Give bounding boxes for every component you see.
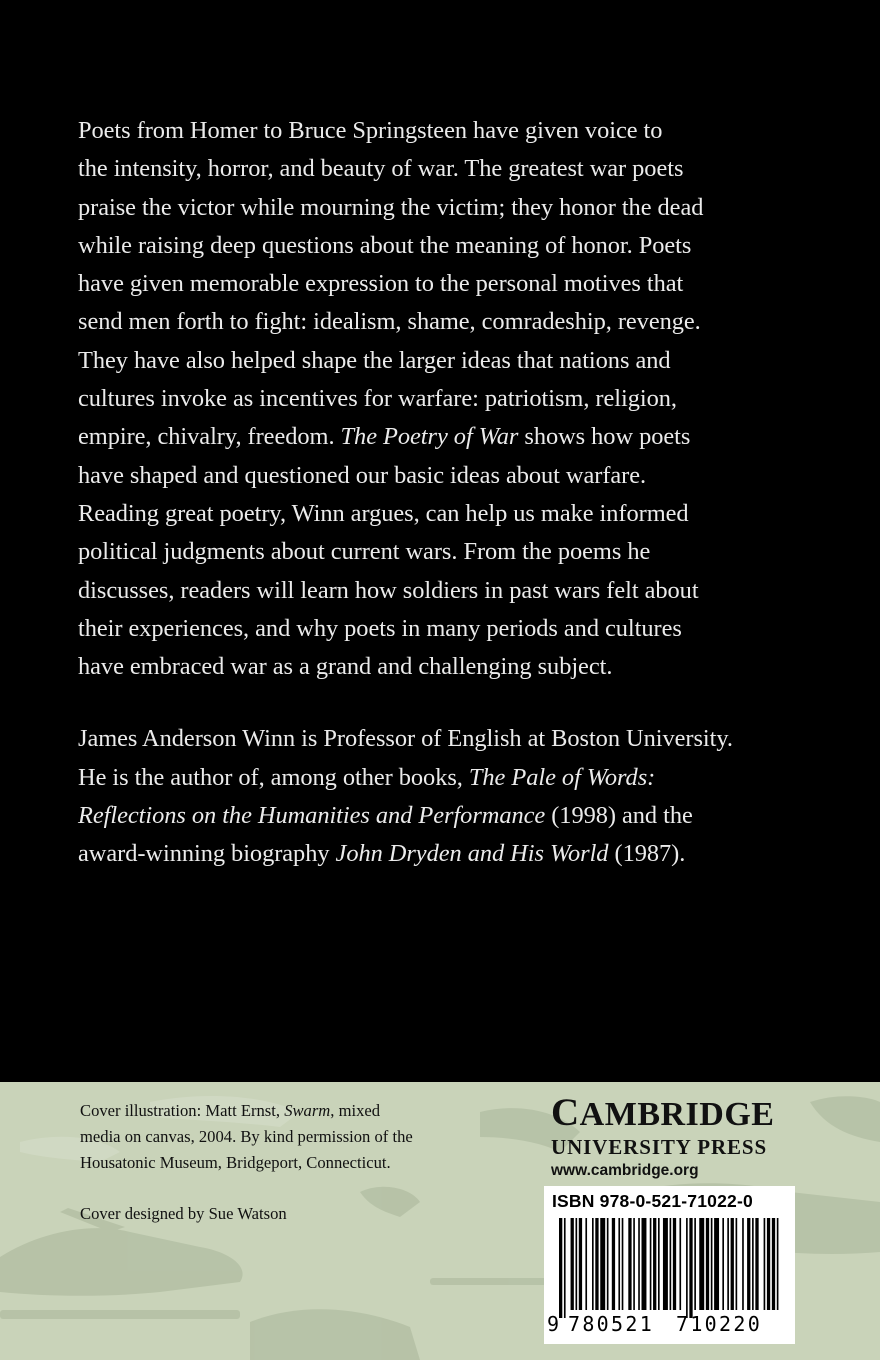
description-line: have given memorable expression to the personal motives that: [78, 270, 684, 298]
barcode-bar: [742, 1218, 744, 1310]
publisher-name: [551, 1091, 801, 1134]
description-line: cultures invoke as incentives for warfare: patriotism, religion,: [78, 385, 677, 413]
barcode-bar: [714, 1218, 719, 1310]
description-line: have embraced war as a grand and challenging subject.: [78, 653, 613, 681]
publisher-logo: [551, 1091, 801, 1180]
barcode-bar: [699, 1218, 704, 1310]
description-line: Poets from Homer to Bruce Springsteen have given voice to: [78, 117, 663, 144]
barcode-bar: [576, 1218, 578, 1310]
barcode-bar: [579, 1218, 582, 1310]
barcode-bar: [679, 1218, 681, 1310]
barcode-bar: [731, 1218, 734, 1310]
credits-line: [80, 1098, 520, 1124]
isbn-number: ISBN 978-0-521-71022-0: [552, 1191, 753, 1211]
description-line: praise the victor while mourning the victim; they honor the dead: [78, 193, 704, 221]
bio-text: He is the author of, among other books,: [78, 763, 469, 791]
barcode-bar: [711, 1218, 713, 1310]
bio-line: [78, 797, 818, 835]
barcode-bar: [650, 1218, 652, 1310]
barcode-bars: [559, 1218, 781, 1318]
barcode-bar: [612, 1218, 615, 1310]
description-line: Reading great poetry, Winn argues, can help us make informed: [78, 499, 689, 527]
barcode-bar: [658, 1218, 660, 1310]
barcode-bar: [559, 1218, 562, 1318]
description-line: the intensity, horror, and beauty of war. The greatest war poets: [78, 155, 684, 183]
barcode-bar: [706, 1218, 709, 1310]
barcode-bar: [638, 1218, 640, 1310]
barcode-bar: [772, 1218, 775, 1310]
credits-line: media on canvas, 2004. By kind permission of the: [80, 1127, 413, 1146]
barcode-digit-first: 9: [547, 1312, 560, 1336]
description-line: [78, 418, 818, 456]
credits-line: Housatonic Museum, Bridgeport, Connecticut.: [80, 1153, 391, 1172]
barcode-bar: [564, 1218, 566, 1318]
description-line: have shaped and questioned our basic ideas about warfare.: [78, 461, 647, 489]
credits-text: , mixed: [330, 1101, 381, 1120]
barcode-bar: [607, 1218, 609, 1310]
barcode-bar: [642, 1218, 647, 1310]
cover-designer-credit: Cover designed by Sue Watson: [80, 1204, 287, 1223]
barcode-bar: [622, 1218, 624, 1310]
bio-text: (1987).: [608, 840, 686, 868]
barcode-bar: [673, 1218, 676, 1310]
barcode-bar: [777, 1218, 779, 1310]
publisher-name-initial: C: [551, 1091, 580, 1134]
book-title: The Pale of Words:: [468, 763, 656, 791]
description-paragraph: [78, 112, 818, 686]
bio-line: [78, 759, 818, 797]
description-line: while raising deep questions about the meaning of honor. Poets: [78, 231, 692, 259]
book-title: The Poetry of War: [340, 423, 519, 451]
book-title: John Dryden and His World: [335, 840, 609, 868]
back-cover-bottom: [0, 1082, 880, 1360]
description-line: their experiences, and why poets in many periods and cultures: [78, 614, 682, 642]
description-text: empire, chivalry, freedom.: [78, 423, 341, 451]
barcode-bar: [722, 1218, 724, 1310]
barcode-bar: [767, 1218, 770, 1310]
barcode-bar: [628, 1218, 631, 1310]
publisher-subtitle: UNIVERSITY PRESS: [551, 1135, 768, 1159]
description-line: political judgments about current wars. From the poems he: [78, 538, 651, 566]
bio-line: [78, 835, 818, 873]
description-line: They have also helped shape the larger ideas that nations and: [78, 346, 671, 374]
barcode-bar: [764, 1218, 766, 1310]
barcode-bar: [571, 1218, 574, 1310]
book-description: [78, 112, 818, 874]
barcode-bar: [736, 1218, 738, 1310]
barcode-bar: [653, 1218, 656, 1310]
publisher-url: www.cambridge.org: [551, 1162, 699, 1179]
barcode-digit-group: 710220: [676, 1312, 763, 1336]
barcode-digit-group: 780521: [568, 1312, 655, 1336]
barcode-bar: [747, 1218, 750, 1310]
artwork-title: Swarm: [284, 1101, 331, 1120]
barcode-bar: [670, 1218, 672, 1310]
description-line: send men forth to fight: idealism, shame, comradeship, revenge.: [78, 308, 701, 336]
barcode-bar: [727, 1218, 729, 1310]
barcode-bar: [592, 1218, 594, 1310]
barcode-bar: [752, 1218, 754, 1310]
publisher-name-rest: AMBRIDGE: [579, 1096, 775, 1133]
barcode-bar: [686, 1218, 688, 1318]
barcode-bar: [694, 1218, 696, 1310]
barcode-bar: [689, 1218, 692, 1318]
bio-text: (1998) and the: [545, 802, 693, 830]
barcode-bar: [600, 1218, 605, 1310]
bio-line: James Anderson Winn is Professor of English at Boston University.: [78, 725, 733, 753]
description-text: shows how poets: [518, 423, 691, 451]
credits-text: Cover illustration: Matt Ernst,: [80, 1101, 285, 1120]
barcode-bar: [755, 1218, 758, 1310]
barcode-bar: [663, 1218, 668, 1310]
barcode-bar: [585, 1218, 587, 1310]
book-title: Reflections on the Humanities and Performance: [78, 802, 546, 830]
isbn-barcode: [544, 1186, 795, 1344]
barcode-bar: [618, 1218, 620, 1310]
barcode-bar: [595, 1218, 598, 1310]
cover-credits: [80, 1098, 520, 1176]
barcode-bar: [633, 1218, 635, 1310]
description-line: discusses, readers will learn how soldiers in past wars felt about: [78, 576, 699, 604]
bio-text: award-winning biography: [78, 840, 336, 868]
author-bio: [78, 720, 818, 873]
